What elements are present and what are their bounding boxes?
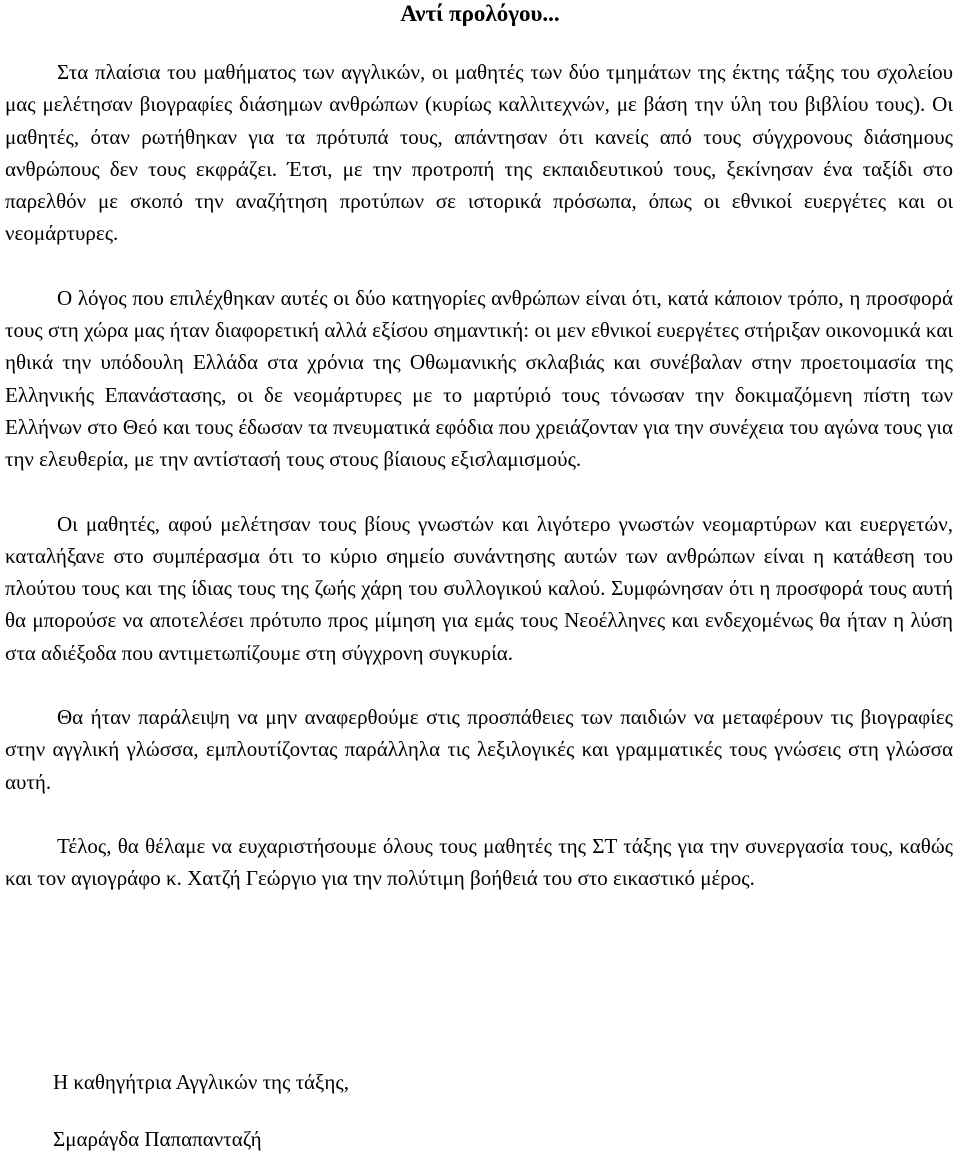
- paragraph-reason: Ο λόγος που επιλέχθηκαν αυτές οι δύο κατηγορίες ανθρώπων είναι ότι, κατά κάποιον τρόπο, η προσφορά τους στη χώρα μας ήταν διαφορετική αλλά εξίσου σημαντική: οι μεν εθνικοί ευεργέτες στήριξαν οικονομικά και ηθικά την υπόδουλη Ελλάδα στα χρόνια της Οθωμανικής σκλαβιάς και συνέβαλαν στην προετοιμασία της Ελληνικής Επανάστασης, οι δε νεομάρτυρες με το μαρτύριό τους τόνωσαν την δοκιμαζόμενη πίστη των Ελλήνων στο Θεό και τους έδωσαν τα πνευματικά εφόδια που χρειάζονταν για την συνέχεια του αγώνα τους για την ελευθερία, με την αντίστασή τους στους βίαιους εξισλαμισμούς.: [5, 285, 953, 472]
- document-body: [5, 56, 953, 927]
- paragraph-language: Θα ήταν παράλειψη να μην αναφερθούμε στις προσπάθειες των παιδιών να μεταφέρουν τις βιογραφίες στην αγγλική γλώσσα, εμπλουτίζοντας παράλληλα τις λεξιλογικές και γραμματικές τους γνώσεις στη γλώσσα αυτή.: [5, 705, 953, 794]
- signature-role: Η καθηγήτρια Αγγλικών της τάξης,: [53, 1070, 349, 1094]
- signature-name: Σμαράγδα Παπαπανταζή: [53, 1127, 262, 1151]
- paragraph-conclusion: Οι μαθητές, αφού μελέτησαν τους βίους γνωστών και λιγότερο γνωστών νεομαρτύρων και ευεργετών, καταλήξανε στο συμπέρασμα ότι το κύριο σημείο συνάντησης αυτών των ανθρώπων είναι η κατάθεση του πλούτου τους και της ίδιας τους της ζωής χάρη του συλλογικού καλού. Συμφώνησαν ότι η προσφορά τους αυτή θα μπορούσε να αποτελέσει πρότυπο προς μίμηση για εμάς τους Νεοέλληνες και ενδεχομένως θα ήταν η λύση στα αδιέξοδα που αντιμετωπίζουμε στη σύγχρονη συγκυρία.: [5, 511, 953, 665]
- paragraph-intro: Στα πλαίσια του μαθήματος των αγγλικών, οι μαθητές των δύο τμημάτων της έκτης τάξης του σχολείου μας μελέτησαν βιογραφίες διάσημων ανθρώπων (κυρίως καλλιτεχνών, με βάση την ύλη του βιβλίου τους). Οι μαθητές, όταν ρωτήθηκαν για τα πρότυπά τους, απάντησαν ότι κανείς από τους σύγχρονους διάσημους ανθρώπους δεν τους εκφράζει. Έτσι, με την προτροπή της εκπαιδευτικού τους, ξεκίνησαν ένα ταξίδι στο παρελθόν με σκοπό την αναζήτηση προτύπων σε ιστορικά πρόσωπα, όπως οι εθνικοί ευεργέτες και οι νεομάρτυρες.: [5, 60, 953, 246]
- document-title: Αντί προλόγου...: [400, 1, 560, 26]
- paragraph-thanks: Τέλος, θα θέλαμε να ευχαριστήσουμε όλους τους μαθητές της ΣΤ τάξης για την συνεργασία τους, καθώς και τον αγιογράφο κ. Χατζή Γεώργιο για την πολύτιμη βοήθειά του στο εικαστικό μέρος.: [5, 833, 953, 891]
